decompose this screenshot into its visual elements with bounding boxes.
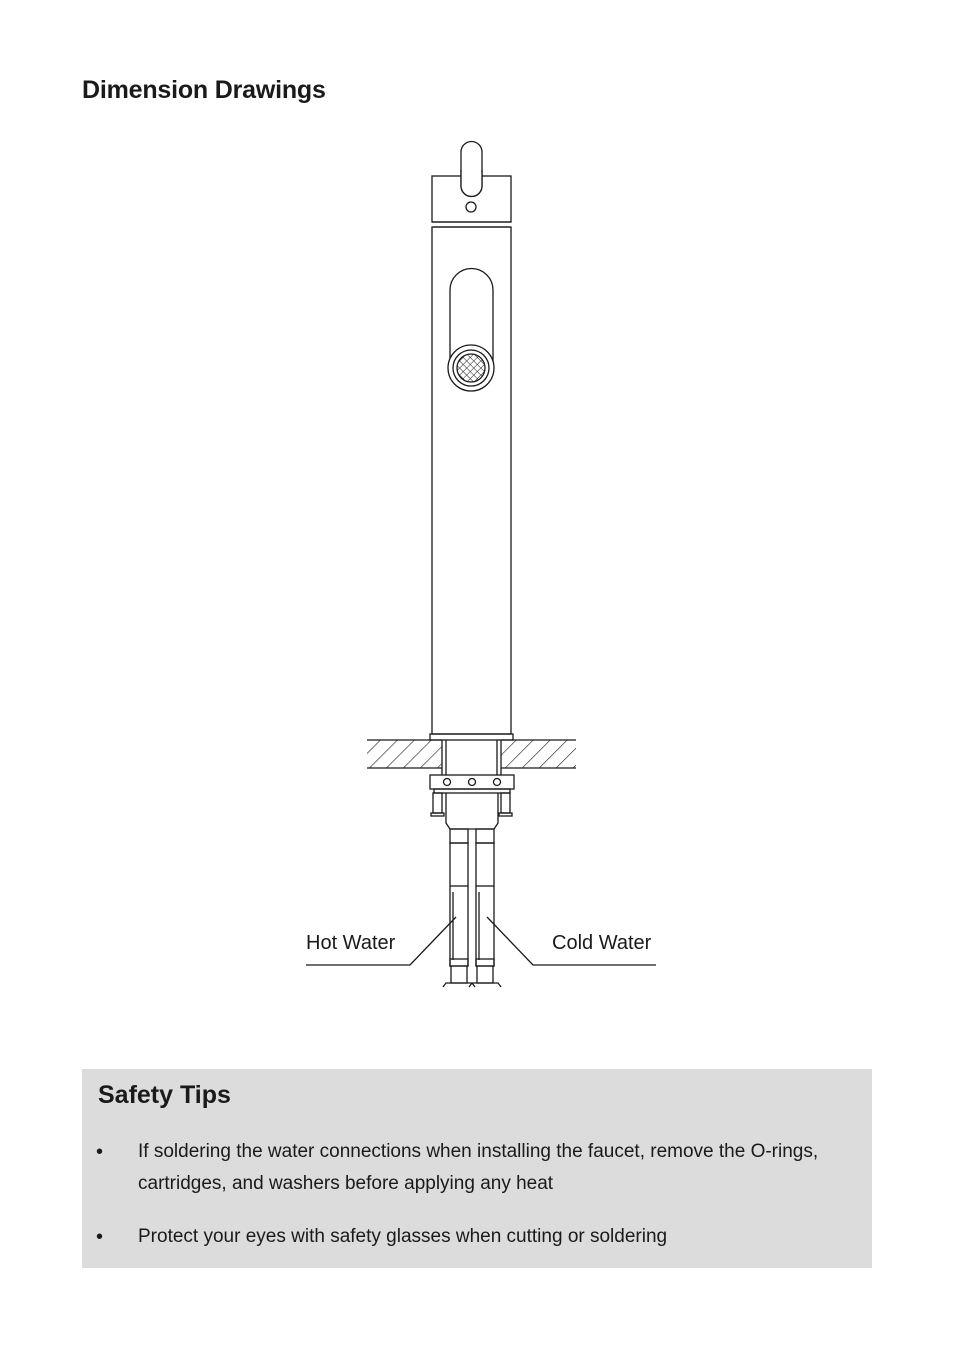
hot-water-label: Hot Water — [306, 932, 396, 954]
safety-title: Safety Tips — [98, 1081, 231, 1109]
faucet-body — [432, 227, 511, 734]
base-flange — [430, 734, 513, 740]
cold-water-label: Cold Water — [552, 932, 652, 954]
tip-text: Protect your eyes with safety glasses when cutting or soldering — [138, 1226, 668, 1247]
handle-lever — [461, 142, 482, 197]
tip-text: If soldering the water connections when installing the faucet, remove the O-rings, cartridges, and washers before applying any heat — [138, 1141, 819, 1194]
hot-water-hose — [443, 829, 475, 987]
page-title: Dimension Drawings — [82, 76, 326, 104]
countertop — [367, 740, 576, 768]
aerator — [448, 345, 494, 391]
mounting-bolts — [431, 793, 512, 816]
cold-water-hose — [469, 829, 501, 987]
safety-tips-box — [82, 1069, 872, 1268]
bullet-icon: • — [96, 1226, 104, 1248]
bullet-icon: • — [96, 1141, 104, 1163]
mounting-nut — [430, 775, 514, 793]
handle-screw — [466, 202, 476, 212]
